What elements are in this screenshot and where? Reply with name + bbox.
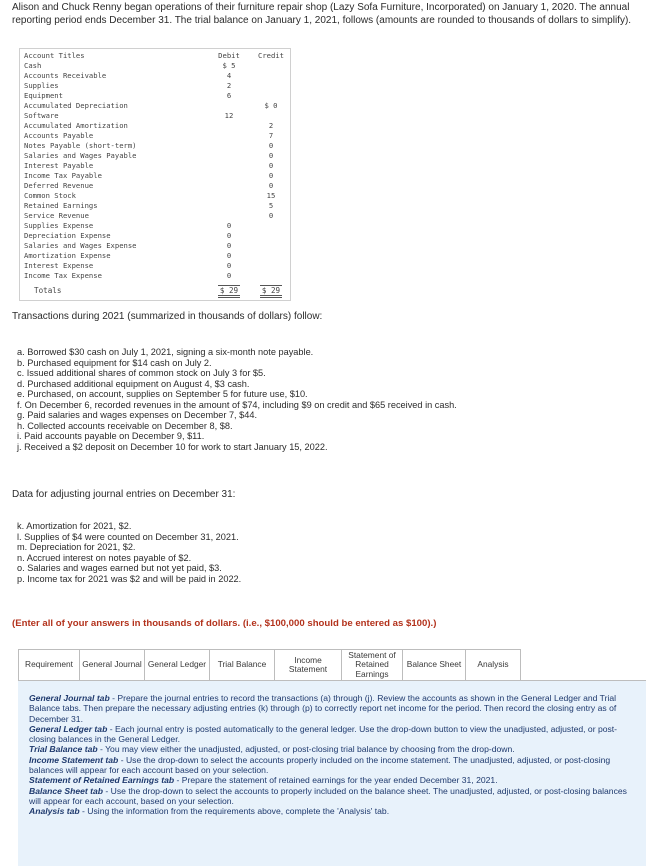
requirement-text: - Using the information from the requirements above, complete the 'Analysis' tab. (79, 806, 390, 817)
account-title-cell: Accounts Receivable (24, 71, 107, 80)
requirement-paragraph (29, 755, 641, 776)
account-title-cell: Service Revenue (24, 211, 89, 220)
requirement-paragraph (29, 724, 641, 745)
requirement-text: - Use the drop-down to select the accounts properly included on the income statement. The unadjusted, adjusted, or post-closing balances will appear for each account based on your selection. (29, 754, 611, 776)
total-debit: $ 29 (218, 285, 240, 298)
table-row (20, 211, 290, 221)
tab-general-journal[interactable]: General Journal (79, 649, 145, 681)
account-title-cell: Interest Payable (24, 161, 94, 170)
account-title-cell: Interest Expense (24, 261, 94, 270)
tab-balance-sheet[interactable]: Balance Sheet (402, 649, 466, 681)
adjusting-title: Data for adjusting journal entries on December 31: (12, 489, 236, 500)
requirements-text (29, 693, 641, 817)
debit-cell: $ 5 (222, 61, 236, 70)
transactions-list (17, 347, 457, 452)
entry-instruction-note: (Enter all of your answers in thousands of dollars. (i.e., $100,000 should be entered as $100).) (12, 618, 437, 629)
transaction-item: j. Received a $2 deposit on December 10 for work to start January 15, 2022. (17, 441, 328, 452)
credit-cell: 0 (268, 141, 274, 150)
debit-cell: 0 (226, 271, 232, 280)
table-row (20, 61, 290, 71)
account-title-cell: Salaries and Wages Payable (24, 151, 137, 160)
requirement-paragraph (29, 744, 641, 754)
credit-cell: 0 (268, 161, 274, 170)
debit-cell: 12 (224, 111, 234, 120)
account-title-cell: Supplies (24, 81, 59, 90)
table-row (20, 91, 290, 101)
account-title-cell: Common Stock (24, 191, 76, 200)
account-title-cell: Retained Earnings (24, 201, 98, 210)
table-row (20, 141, 290, 151)
requirement-title: Income Statement tab (29, 754, 119, 765)
transaction-item: a. Borrowed $30 cash on July 1, 2021, signing a six-month note payable. (17, 347, 314, 357)
adjustment-item: l. Supplies of $4 were counted on December 31, 2021. (17, 531, 239, 542)
requirements-panel (18, 680, 646, 866)
requirement-paragraph (29, 786, 641, 807)
debit-cell: 0 (226, 231, 232, 240)
table-row (20, 151, 290, 161)
account-title-cell: Income Tax Payable (24, 171, 102, 180)
debit-cell: 6 (226, 91, 232, 100)
transaction-item: b. Purchased equipment for $14 cash on July 2. (17, 357, 212, 368)
debit-cell: 0 (226, 241, 232, 250)
table-row (20, 171, 290, 181)
account-title-cell: Notes Payable (short-term) (24, 141, 137, 150)
transaction-item: i. Paid accounts payable on December 9, $11. (17, 431, 205, 441)
account-title-cell: Income Tax Expense (24, 271, 102, 280)
total-credit: $ 29 (260, 285, 282, 298)
credit-cell: 0 (268, 171, 274, 180)
transaction-item: d. Purchased additional equipment on August 4, $3 cash. (17, 378, 250, 389)
credit-cell: 5 (268, 201, 274, 210)
tab-statement-of-retained-earnings[interactable]: Statement of Retained Earnings (341, 649, 403, 681)
requirement-title: Statement of Retained Earnings tab (29, 775, 175, 786)
transactions-title: Transactions during 2021 (summarized in thousands of dollars) follow: (12, 311, 323, 322)
debit-cell: 0 (226, 251, 232, 260)
account-title-cell: Depreciation Expense (24, 231, 111, 240)
requirement-tabs (18, 649, 530, 681)
transaction-item: f. On December 6, recorded revenues in the amount of $74, including $9 on credit and $65 received in cash. (17, 399, 457, 410)
requirement-paragraph (29, 775, 641, 785)
credit-cell: $ 0 (264, 101, 278, 110)
table-row (20, 81, 290, 91)
tab-trial-balance[interactable]: Trial Balance (209, 649, 275, 681)
table-row (20, 201, 290, 211)
problem-intro: Alison and Chuck Renny began operations of their furniture repair shop (Lazy Sofa Furniture, Incorporated) on January 1, 2020. The annual reporting period ends December 31. The trial balance on January 1, 2021, follows (amounts are rounded to thousands of dollars to simplify). (12, 2, 632, 26)
account-title-cell: Accounts Payable (24, 131, 94, 140)
tab-income-statement[interactable]: Income Statement (274, 649, 342, 681)
adjustment-item: m. Depreciation for 2021, $2. (17, 542, 136, 552)
account-title-cell: Supplies Expense (24, 221, 94, 230)
table-row (20, 231, 290, 241)
requirement-paragraph (29, 693, 641, 724)
debit-cell: 2 (226, 81, 232, 90)
totals-label: Totals (34, 286, 62, 295)
credit-header: Credit (258, 51, 284, 60)
debit-cell: 0 (226, 221, 232, 230)
table-row (20, 111, 290, 121)
requirement-paragraph (29, 806, 641, 816)
adjustment-item: p. Income tax for 2021 was $2 and will be paid in 2022. (17, 573, 242, 584)
requirement-text: - Use the drop-down to select the accounts to properly included on the balance sheet. The unadjusted, adjusted, or post-closing balances will appear for each account, based on your selection. (29, 785, 627, 806)
requirement-text: - Prepare the journal entries to record the transactions (a) through (j). Review the accounts as shown in the General Ledger and Trial Balance tabs. Then prepare the necessary adjusting entries (k) through (p) to correctly report net income for the period. Then record the closing entry as of December 31. (29, 693, 617, 724)
requirement-text: - You may view either the unadjusted, adjusted, or post-closing trial balance by choosing from the drop-down. (97, 744, 515, 755)
credit-cell: 0 (268, 181, 274, 190)
requirement-title: Trial Balance tab (29, 744, 98, 755)
transaction-item: e. Purchased, on account, supplies on September 5 for future use, $10. (17, 389, 308, 399)
account-title-cell: Amortization Expense (24, 251, 111, 260)
table-row (20, 131, 290, 141)
tab-requirement[interactable]: Requirement (18, 649, 80, 681)
adjustment-item: k. Amortization for 2021, $2. (17, 521, 132, 531)
table-row (20, 261, 290, 271)
requirement-title: Analysis tab (29, 806, 80, 817)
tab-general-ledger[interactable]: General Ledger (144, 649, 210, 681)
table-row (20, 121, 290, 131)
table-row (20, 191, 290, 201)
table-row (20, 71, 290, 81)
debit-header: Debit (218, 51, 240, 60)
requirement-title: General Ledger tab (29, 723, 108, 734)
table-row (20, 251, 290, 261)
adjustments-list (17, 521, 241, 584)
tab-analysis[interactable]: Analysis (465, 649, 521, 681)
requirement-text: - Prepare the statement of retained earnings for the year ended December 31, 2021. (174, 775, 498, 786)
table-row (20, 161, 290, 171)
credit-cell: 0 (268, 151, 274, 160)
trial-balance-table (19, 48, 291, 301)
table-row (20, 101, 290, 111)
debit-cell: 0 (226, 261, 232, 270)
account-title-cell: Accumulated Amortization (24, 121, 128, 130)
account-title-cell: Accumulated Depreciation (24, 101, 128, 110)
requirement-text: - Each journal entry is posted automatically to the general ledger. Use the drop-down button to view the unadjusted, adjusted, or post-closing balances in the General Ledger. (29, 723, 618, 745)
adjustment-item: o. Salaries and wages earned but not yet paid, $3. (17, 563, 222, 573)
credit-cell: 2 (268, 121, 274, 130)
credit-cell: 15 (266, 191, 276, 200)
table-row (20, 271, 290, 281)
debit-cell: 4 (226, 71, 232, 80)
requirement-title: Balance Sheet tab (29, 785, 104, 796)
account-titles-header: Account Titles (24, 51, 85, 60)
requirement-title: General Journal tab (29, 693, 110, 703)
totals-row (20, 286, 290, 296)
transaction-item: c. Issued additional shares of common stock on July 3 for $5. (17, 368, 266, 378)
table-row (20, 181, 290, 191)
table-header-row (20, 51, 290, 61)
table-row (20, 241, 290, 251)
transaction-item: h. Collected accounts receivable on December 8, $8. (17, 420, 233, 431)
credit-cell: 7 (268, 131, 274, 140)
account-title-cell: Software (24, 111, 59, 120)
account-title-cell: Cash (24, 61, 42, 70)
account-title-cell: Deferred Revenue (24, 181, 94, 190)
account-title-cell: Salaries and Wages Expense (24, 241, 137, 250)
account-title-cell: Equipment (24, 91, 63, 100)
credit-cell: 0 (268, 211, 274, 220)
transaction-item: g. Paid salaries and wages expenses on December 7, $44. (17, 410, 258, 420)
adjustment-item: n. Accrued interest on notes payable of $2. (17, 552, 192, 563)
table-row (20, 221, 290, 231)
